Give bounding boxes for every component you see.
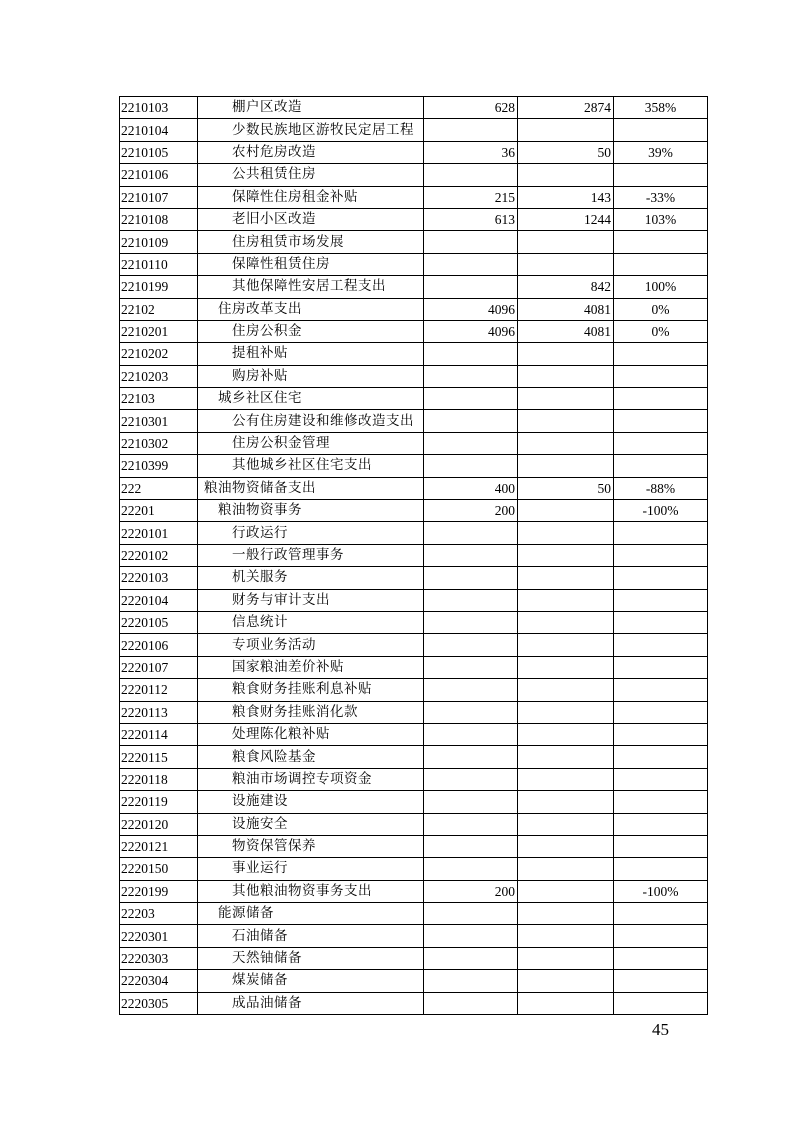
table-row [120, 410, 708, 432]
subject-code-cell: 2210399 [120, 455, 198, 477]
subject-name-cell: 粮食财务挂账利息补贴 [198, 679, 424, 701]
subject-name-cell: 住房租赁市场发展 [198, 231, 424, 253]
subject-code-cell: 2220119 [120, 791, 198, 813]
prior-amount-cell [424, 455, 518, 477]
current-amount-cell [518, 903, 614, 925]
change-percent-cell: 0% [614, 320, 708, 342]
subject-code-cell: 2210104 [120, 119, 198, 141]
table-row [120, 746, 708, 768]
subject-code-cell: 2220105 [120, 611, 198, 633]
subject-code-cell: 22103 [120, 388, 198, 410]
subject-name-cell: 棚户区改造 [198, 97, 424, 119]
change-percent-cell: -100% [614, 500, 708, 522]
prior-amount-cell: 613 [424, 208, 518, 230]
prior-amount-cell [424, 544, 518, 566]
current-amount-cell [518, 119, 614, 141]
change-percent-cell: -88% [614, 477, 708, 499]
table-row [120, 477, 708, 499]
current-amount-cell [518, 365, 614, 387]
subject-name-cell: 天然铀储备 [198, 947, 424, 969]
prior-amount-cell: 628 [424, 97, 518, 119]
table-row [120, 992, 708, 1014]
current-amount-cell [518, 656, 614, 678]
current-amount-cell [518, 835, 614, 857]
table-row [120, 925, 708, 947]
change-percent-cell: 358% [614, 97, 708, 119]
prior-amount-cell: 215 [424, 186, 518, 208]
change-percent-cell [614, 701, 708, 723]
subject-name-cell: 设施建设 [198, 791, 424, 813]
change-percent-cell: 100% [614, 276, 708, 298]
change-percent-cell: 103% [614, 208, 708, 230]
prior-amount-cell [424, 970, 518, 992]
table-row [120, 544, 708, 566]
prior-amount-cell [424, 992, 518, 1014]
change-percent-cell [614, 746, 708, 768]
table-row [120, 589, 708, 611]
change-percent-cell [614, 634, 708, 656]
change-percent-cell [614, 947, 708, 969]
table-row [120, 791, 708, 813]
subject-name-cell: 物资保管保养 [198, 835, 424, 857]
change-percent-cell [614, 589, 708, 611]
subject-name-cell: 粮食风险基金 [198, 746, 424, 768]
subject-code-cell: 2220121 [120, 835, 198, 857]
current-amount-cell [518, 388, 614, 410]
subject-name-cell: 住房改革支出 [198, 298, 424, 320]
subject-name-cell: 住房公积金管理 [198, 432, 424, 454]
table-row [120, 634, 708, 656]
table-row [120, 119, 708, 141]
current-amount-cell [518, 231, 614, 253]
subject-code-cell: 2210110 [120, 253, 198, 275]
table-row [120, 388, 708, 410]
subject-code-cell: 2220103 [120, 567, 198, 589]
current-amount-cell [518, 858, 614, 880]
table-row [120, 723, 708, 745]
current-amount-cell [518, 992, 614, 1014]
subject-code-cell: 2220113 [120, 701, 198, 723]
prior-amount-cell: 200 [424, 880, 518, 902]
current-amount-cell [518, 500, 614, 522]
prior-amount-cell [424, 388, 518, 410]
prior-amount-cell: 4096 [424, 298, 518, 320]
current-amount-cell [518, 746, 614, 768]
subject-name-cell: 提租补贴 [198, 343, 424, 365]
change-percent-cell [614, 992, 708, 1014]
table-row [120, 656, 708, 678]
change-percent-cell [614, 365, 708, 387]
table-row [120, 208, 708, 230]
subject-name-cell: 粮食财务挂账消化款 [198, 701, 424, 723]
subject-code-cell: 2210106 [120, 164, 198, 186]
prior-amount-cell: 400 [424, 477, 518, 499]
prior-amount-cell [424, 723, 518, 745]
subject-name-cell: 其他粮油物资事务支出 [198, 880, 424, 902]
prior-amount-cell [424, 925, 518, 947]
table-row [120, 701, 708, 723]
table-row [120, 970, 708, 992]
subject-name-cell: 粮油物资事务 [198, 500, 424, 522]
subject-name-cell: 财务与审计支出 [198, 589, 424, 611]
table-row [120, 141, 708, 163]
current-amount-cell [518, 253, 614, 275]
change-percent-cell: 39% [614, 141, 708, 163]
subject-code-cell: 22203 [120, 903, 198, 925]
change-percent-cell: -100% [614, 880, 708, 902]
subject-name-cell: 设施安全 [198, 813, 424, 835]
subject-name-cell: 少数民族地区游牧民定居工程 [198, 119, 424, 141]
change-percent-cell [614, 567, 708, 589]
table-row [120, 880, 708, 902]
subject-name-cell: 事业运行 [198, 858, 424, 880]
change-percent-cell [614, 455, 708, 477]
table-row [120, 253, 708, 275]
table-row [120, 455, 708, 477]
subject-code-cell: 2220112 [120, 679, 198, 701]
prior-amount-cell [424, 903, 518, 925]
table-row [120, 276, 708, 298]
current-amount-cell [518, 880, 614, 902]
prior-amount-cell [424, 276, 518, 298]
subject-code-cell: 2220102 [120, 544, 198, 566]
subject-code-cell: 2210103 [120, 97, 198, 119]
change-percent-cell [614, 679, 708, 701]
subject-name-cell: 行政运行 [198, 522, 424, 544]
current-amount-cell: 50 [518, 141, 614, 163]
subject-code-cell: 2210105 [120, 141, 198, 163]
subject-code-cell: 2220150 [120, 858, 198, 880]
table-row [120, 231, 708, 253]
prior-amount-cell: 36 [424, 141, 518, 163]
current-amount-cell [518, 410, 614, 432]
subject-code-cell: 2220107 [120, 656, 198, 678]
prior-amount-cell [424, 768, 518, 790]
change-percent-cell [614, 388, 708, 410]
prior-amount-cell [424, 835, 518, 857]
subject-code-cell: 2210201 [120, 320, 198, 342]
subject-name-cell: 专项业务活动 [198, 634, 424, 656]
table-row [120, 97, 708, 119]
subject-code-cell: 2210107 [120, 186, 198, 208]
change-percent-cell [614, 522, 708, 544]
subject-code-cell: 2220199 [120, 880, 198, 902]
subject-code-cell: 2210108 [120, 208, 198, 230]
subject-name-cell: 处理陈化粮补贴 [198, 723, 424, 745]
change-percent-cell [614, 768, 708, 790]
subject-code-cell: 2210203 [120, 365, 198, 387]
subject-code-cell: 2220304 [120, 970, 198, 992]
prior-amount-cell [424, 589, 518, 611]
change-percent-cell [614, 858, 708, 880]
subject-name-cell: 保障性住房租金补贴 [198, 186, 424, 208]
subject-code-cell: 222 [120, 477, 198, 499]
subject-code-cell: 2220114 [120, 723, 198, 745]
table-row [120, 298, 708, 320]
subject-name-cell: 其他保障性安居工程支出 [198, 276, 424, 298]
subject-code-cell: 2220305 [120, 992, 198, 1014]
table-row [120, 186, 708, 208]
prior-amount-cell [424, 701, 518, 723]
current-amount-cell [518, 791, 614, 813]
change-percent-cell [614, 791, 708, 813]
subject-code-cell: 2220104 [120, 589, 198, 611]
prior-amount-cell [424, 432, 518, 454]
prior-amount-cell [424, 522, 518, 544]
subject-name-cell: 石油储备 [198, 925, 424, 947]
change-percent-cell [614, 611, 708, 633]
change-percent-cell [614, 432, 708, 454]
current-amount-cell: 1244 [518, 208, 614, 230]
table-row [120, 432, 708, 454]
prior-amount-cell [424, 231, 518, 253]
subject-code-cell: 2210301 [120, 410, 198, 432]
change-percent-cell [614, 835, 708, 857]
subject-code-cell: 2210109 [120, 231, 198, 253]
table-row [120, 813, 708, 835]
subject-name-cell: 住房公积金 [198, 320, 424, 342]
change-percent-cell [614, 164, 708, 186]
table-row [120, 500, 708, 522]
prior-amount-cell [424, 634, 518, 656]
change-percent-cell [614, 925, 708, 947]
current-amount-cell: 842 [518, 276, 614, 298]
table-row [120, 320, 708, 342]
subject-code-cell: 2210302 [120, 432, 198, 454]
prior-amount-cell [424, 679, 518, 701]
change-percent-cell: 0% [614, 298, 708, 320]
current-amount-cell [518, 701, 614, 723]
page-number: 45 [652, 1020, 669, 1039]
prior-amount-cell: 4096 [424, 320, 518, 342]
prior-amount-cell [424, 119, 518, 141]
subject-name-cell: 城乡社区住宅 [198, 388, 424, 410]
table-row [120, 835, 708, 857]
current-amount-cell [518, 522, 614, 544]
change-percent-cell [614, 119, 708, 141]
current-amount-cell [518, 544, 614, 566]
subject-code-cell: 2220301 [120, 925, 198, 947]
subject-name-cell: 其他城乡社区住宅支出 [198, 455, 424, 477]
subject-name-cell: 购房补贴 [198, 365, 424, 387]
table-row [120, 567, 708, 589]
table-row [120, 903, 708, 925]
table-row [120, 343, 708, 365]
current-amount-cell [518, 970, 614, 992]
change-percent-cell [614, 970, 708, 992]
current-amount-cell [518, 679, 614, 701]
current-amount-cell: 50 [518, 477, 614, 499]
change-percent-cell [614, 231, 708, 253]
subject-name-cell: 农村危房改造 [198, 141, 424, 163]
prior-amount-cell [424, 343, 518, 365]
current-amount-cell: 4081 [518, 298, 614, 320]
current-amount-cell [518, 723, 614, 745]
prior-amount-cell [424, 947, 518, 969]
change-percent-cell [614, 903, 708, 925]
change-percent-cell [614, 656, 708, 678]
prior-amount-cell [424, 253, 518, 275]
current-amount-cell [518, 634, 614, 656]
current-amount-cell: 143 [518, 186, 614, 208]
prior-amount-cell [424, 813, 518, 835]
current-amount-cell [518, 343, 614, 365]
current-amount-cell [518, 768, 614, 790]
subject-name-cell: 公共租赁住房 [198, 164, 424, 186]
prior-amount-cell [424, 365, 518, 387]
change-percent-cell [614, 343, 708, 365]
table-row [120, 768, 708, 790]
current-amount-cell [518, 611, 614, 633]
current-amount-cell [518, 164, 614, 186]
table-row [120, 164, 708, 186]
current-amount-cell [518, 813, 614, 835]
prior-amount-cell [424, 164, 518, 186]
change-percent-cell [614, 253, 708, 275]
prior-amount-cell [424, 611, 518, 633]
subject-name-cell: 信息统计 [198, 611, 424, 633]
current-amount-cell: 4081 [518, 320, 614, 342]
change-percent-cell [614, 723, 708, 745]
subject-name-cell: 一般行政管理事务 [198, 544, 424, 566]
subject-code-cell: 2220101 [120, 522, 198, 544]
subject-name-cell: 粮油市场调控专项资金 [198, 768, 424, 790]
current-amount-cell [518, 947, 614, 969]
change-percent-cell [614, 410, 708, 432]
current-amount-cell [518, 567, 614, 589]
subject-name-cell: 成品油储备 [198, 992, 424, 1014]
subject-name-cell: 保障性租赁住房 [198, 253, 424, 275]
budget-table [119, 96, 708, 1015]
prior-amount-cell [424, 791, 518, 813]
table-row [120, 679, 708, 701]
subject-name-cell: 粮油物资储备支出 [198, 477, 424, 499]
subject-code-cell: 2220120 [120, 813, 198, 835]
subject-code-cell: 2220303 [120, 947, 198, 969]
subject-code-cell: 22102 [120, 298, 198, 320]
table-row [120, 522, 708, 544]
prior-amount-cell [424, 656, 518, 678]
change-percent-cell [614, 813, 708, 835]
change-percent-cell [614, 544, 708, 566]
subject-code-cell: 2210199 [120, 276, 198, 298]
subject-code-cell: 2210202 [120, 343, 198, 365]
prior-amount-cell [424, 410, 518, 432]
prior-amount-cell: 200 [424, 500, 518, 522]
table-row [120, 365, 708, 387]
change-percent-cell: -33% [614, 186, 708, 208]
subject-name-cell: 煤炭储备 [198, 970, 424, 992]
subject-name-cell: 机关服务 [198, 567, 424, 589]
prior-amount-cell [424, 567, 518, 589]
current-amount-cell [518, 589, 614, 611]
subject-name-cell: 国家粮油差价补贴 [198, 656, 424, 678]
prior-amount-cell [424, 858, 518, 880]
current-amount-cell [518, 925, 614, 947]
prior-amount-cell [424, 746, 518, 768]
table-row [120, 858, 708, 880]
current-amount-cell [518, 432, 614, 454]
subject-name-cell: 公有住房建设和维修改造支出 [198, 410, 424, 432]
subject-name-cell: 能源储备 [198, 903, 424, 925]
current-amount-cell: 2874 [518, 97, 614, 119]
table-row [120, 947, 708, 969]
budget-table-body [120, 97, 708, 1015]
subject-code-cell: 2220106 [120, 634, 198, 656]
current-amount-cell [518, 455, 614, 477]
subject-name-cell: 老旧小区改造 [198, 208, 424, 230]
table-row [120, 611, 708, 633]
subject-code-cell: 22201 [120, 500, 198, 522]
subject-code-cell: 2220115 [120, 746, 198, 768]
subject-code-cell: 2220118 [120, 768, 198, 790]
